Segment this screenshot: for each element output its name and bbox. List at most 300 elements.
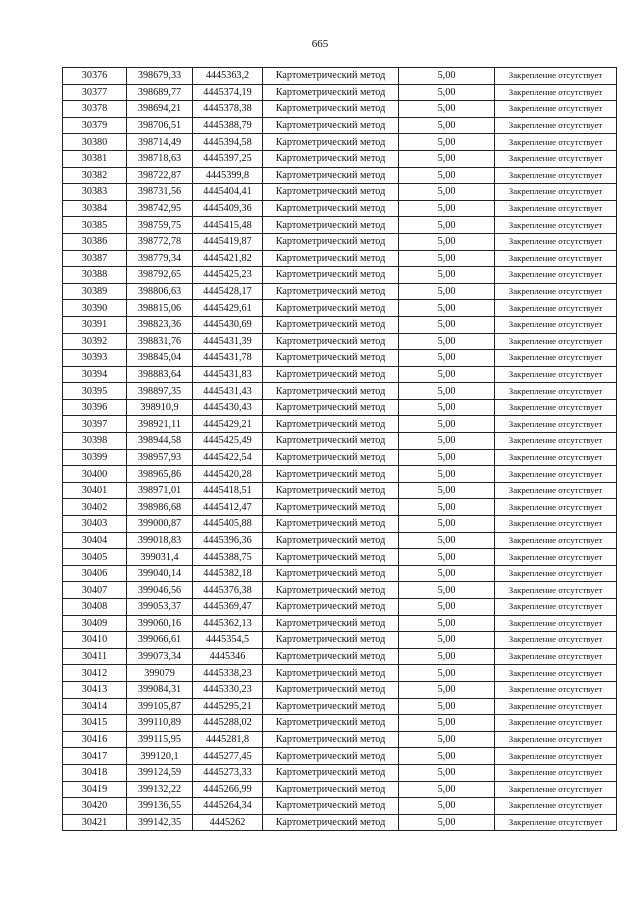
- accuracy-cell: 5,00: [399, 532, 495, 549]
- fixing-note-cell: Закрепление отсутствует: [495, 416, 617, 433]
- method-cell: Картометрический метод: [263, 217, 399, 234]
- y-coordinate-cell: 4445281,8: [193, 731, 263, 748]
- method-cell: Картометрический метод: [263, 366, 399, 383]
- accuracy-cell: 5,00: [399, 101, 495, 118]
- y-coordinate-cell: 4445431,83: [193, 366, 263, 383]
- point-number-cell: 30376: [63, 68, 127, 85]
- x-coordinate-cell: 398921,11: [127, 416, 193, 433]
- x-coordinate-cell: 399060,16: [127, 615, 193, 632]
- point-number-cell: 30387: [63, 250, 127, 267]
- y-coordinate-cell: 4445409,36: [193, 200, 263, 217]
- point-number-cell: 30404: [63, 532, 127, 549]
- fixing-note-cell: Закрепление отсутствует: [495, 333, 617, 350]
- method-cell: Картометрический метод: [263, 764, 399, 781]
- table-row: [63, 499, 617, 516]
- table-row: [63, 399, 617, 416]
- table-row: [63, 283, 617, 300]
- point-number-cell: 30418: [63, 764, 127, 781]
- point-number-cell: 30383: [63, 184, 127, 201]
- fixing-note-cell: Закрепление отсутствует: [495, 283, 617, 300]
- method-cell: Картометрический метод: [263, 549, 399, 566]
- method-cell: Картометрический метод: [263, 632, 399, 649]
- x-coordinate-cell: 399018,83: [127, 532, 193, 549]
- point-number-cell: 30402: [63, 499, 127, 516]
- fixing-note-cell: Закрепление отсутствует: [495, 798, 617, 815]
- point-number-cell: 30393: [63, 350, 127, 367]
- x-coordinate-cell: 399040,14: [127, 565, 193, 582]
- table-row: [63, 648, 617, 665]
- fixing-note-cell: Закрепление отсутствует: [495, 482, 617, 499]
- fixing-note-cell: Закрепление отсутствует: [495, 134, 617, 151]
- method-cell: Картометрический метод: [263, 665, 399, 682]
- fixing-note-cell: Закрепление отсутствует: [495, 781, 617, 798]
- coordinates-table: [62, 67, 617, 831]
- table-row: [63, 134, 617, 151]
- method-cell: Картометрический метод: [263, 781, 399, 798]
- accuracy-cell: 5,00: [399, 698, 495, 715]
- x-coordinate-cell: 398910,9: [127, 399, 193, 416]
- y-coordinate-cell: 4445262: [193, 814, 263, 831]
- y-coordinate-cell: 4445421,82: [193, 250, 263, 267]
- table-row: [63, 316, 617, 333]
- point-number-cell: 30407: [63, 582, 127, 599]
- accuracy-cell: 5,00: [399, 167, 495, 184]
- method-cell: Картометрический метод: [263, 748, 399, 765]
- y-coordinate-cell: 4445428,17: [193, 283, 263, 300]
- table-row: [63, 681, 617, 698]
- table-row: [63, 449, 617, 466]
- point-number-cell: 30385: [63, 217, 127, 234]
- x-coordinate-cell: 399105,87: [127, 698, 193, 715]
- point-number-cell: 30391: [63, 316, 127, 333]
- y-coordinate-cell: 4445338,23: [193, 665, 263, 682]
- point-number-cell: 30392: [63, 333, 127, 350]
- method-cell: Картометрический метод: [263, 648, 399, 665]
- fixing-note-cell: Закрепление отсутствует: [495, 449, 617, 466]
- table-row: [63, 68, 617, 85]
- method-cell: Картометрический метод: [263, 433, 399, 450]
- point-number-cell: 30378: [63, 101, 127, 118]
- point-number-cell: 30380: [63, 134, 127, 151]
- fixing-note-cell: Закрепление отсутствует: [495, 715, 617, 732]
- point-number-cell: 30390: [63, 300, 127, 317]
- x-coordinate-cell: 399084,31: [127, 681, 193, 698]
- y-coordinate-cell: 4445431,43: [193, 383, 263, 400]
- x-coordinate-cell: 398759,75: [127, 217, 193, 234]
- point-number-cell: 30403: [63, 516, 127, 533]
- y-coordinate-cell: 4445369,47: [193, 599, 263, 616]
- point-number-cell: 30413: [63, 681, 127, 698]
- table-row: [63, 565, 617, 582]
- method-cell: Картометрический метод: [263, 300, 399, 317]
- accuracy-cell: 5,00: [399, 283, 495, 300]
- x-coordinate-cell: 399124,59: [127, 764, 193, 781]
- y-coordinate-cell: 4445430,69: [193, 316, 263, 333]
- method-cell: Картометрический метод: [263, 698, 399, 715]
- x-coordinate-cell: 398883,64: [127, 366, 193, 383]
- method-cell: Картометрический метод: [263, 516, 399, 533]
- method-cell: Картометрический метод: [263, 117, 399, 134]
- table-row: [63, 416, 617, 433]
- y-coordinate-cell: 4445394,58: [193, 134, 263, 151]
- method-cell: Картометрический метод: [263, 565, 399, 582]
- accuracy-cell: 5,00: [399, 648, 495, 665]
- accuracy-cell: 5,00: [399, 665, 495, 682]
- y-coordinate-cell: 4445354,5: [193, 632, 263, 649]
- x-coordinate-cell: 398815,06: [127, 300, 193, 317]
- table-row: [63, 84, 617, 101]
- point-number-cell: 30386: [63, 233, 127, 250]
- point-number-cell: 30421: [63, 814, 127, 831]
- x-coordinate-cell: 398806,63: [127, 283, 193, 300]
- fixing-note-cell: Закрепление отсутствует: [495, 615, 617, 632]
- method-cell: Картометрический метод: [263, 416, 399, 433]
- point-number-cell: 30388: [63, 267, 127, 284]
- method-cell: Картометрический метод: [263, 184, 399, 201]
- table-row: [63, 632, 617, 649]
- fixing-note-cell: Закрепление отсутствует: [495, 366, 617, 383]
- y-coordinate-cell: 4445388,79: [193, 117, 263, 134]
- accuracy-cell: 5,00: [399, 333, 495, 350]
- point-number-cell: 30412: [63, 665, 127, 682]
- fixing-note-cell: Закрепление отсутствует: [495, 217, 617, 234]
- fixing-note-cell: Закрепление отсутствует: [495, 167, 617, 184]
- fixing-note-cell: Закрепление отсутствует: [495, 466, 617, 483]
- accuracy-cell: 5,00: [399, 466, 495, 483]
- point-number-cell: 30396: [63, 399, 127, 416]
- fixing-note-cell: Закрепление отсутствует: [495, 300, 617, 317]
- table-row: [63, 814, 617, 831]
- y-coordinate-cell: 4445430,43: [193, 399, 263, 416]
- accuracy-cell: 5,00: [399, 781, 495, 798]
- fixing-note-cell: Закрепление отсутствует: [495, 764, 617, 781]
- table-row: [63, 433, 617, 450]
- table-row: [63, 267, 617, 284]
- table-row: [63, 532, 617, 549]
- method-cell: Картометрический метод: [263, 731, 399, 748]
- method-cell: Картометрический метод: [263, 333, 399, 350]
- method-cell: Картометрический метод: [263, 532, 399, 549]
- fixing-note-cell: Закрепление отсутствует: [495, 433, 617, 450]
- y-coordinate-cell: 4445418,51: [193, 482, 263, 499]
- table-row: [63, 466, 617, 483]
- accuracy-cell: 5,00: [399, 250, 495, 267]
- method-cell: Картометрический метод: [263, 233, 399, 250]
- x-coordinate-cell: 398965,86: [127, 466, 193, 483]
- fixing-note-cell: Закрепление отсутствует: [495, 632, 617, 649]
- x-coordinate-cell: 399115,95: [127, 731, 193, 748]
- fixing-note-cell: Закрепление отсутствует: [495, 648, 617, 665]
- accuracy-cell: 5,00: [399, 615, 495, 632]
- table-row: [63, 250, 617, 267]
- accuracy-cell: 5,00: [399, 383, 495, 400]
- method-cell: Картометрический метод: [263, 399, 399, 416]
- accuracy-cell: 5,00: [399, 366, 495, 383]
- point-number-cell: 30384: [63, 200, 127, 217]
- x-coordinate-cell: 398718,63: [127, 150, 193, 167]
- y-coordinate-cell: 4445420,28: [193, 466, 263, 483]
- y-coordinate-cell: 4445374,19: [193, 84, 263, 101]
- fixing-note-cell: Закрепление отсутствует: [495, 267, 617, 284]
- table-row: [63, 383, 617, 400]
- y-coordinate-cell: 4445288,02: [193, 715, 263, 732]
- x-coordinate-cell: 399142,35: [127, 814, 193, 831]
- y-coordinate-cell: 4445330,23: [193, 681, 263, 698]
- accuracy-cell: 5,00: [399, 300, 495, 317]
- x-coordinate-cell: 398722,87: [127, 167, 193, 184]
- point-number-cell: 30411: [63, 648, 127, 665]
- table-row: [63, 549, 617, 566]
- y-coordinate-cell: 4445277,45: [193, 748, 263, 765]
- table-row: [63, 300, 617, 317]
- y-coordinate-cell: 4445388,75: [193, 549, 263, 566]
- x-coordinate-cell: 398845,04: [127, 350, 193, 367]
- point-number-cell: 30408: [63, 599, 127, 616]
- accuracy-cell: 5,00: [399, 217, 495, 234]
- method-cell: Картометрический метод: [263, 267, 399, 284]
- x-coordinate-cell: 398779,34: [127, 250, 193, 267]
- y-coordinate-cell: 4445404,41: [193, 184, 263, 201]
- method-cell: Картометрический метод: [263, 599, 399, 616]
- point-number-cell: 30399: [63, 449, 127, 466]
- fixing-note-cell: Закрепление отсутствует: [495, 399, 617, 416]
- accuracy-cell: 5,00: [399, 582, 495, 599]
- accuracy-cell: 5,00: [399, 200, 495, 217]
- table-row: [63, 599, 617, 616]
- x-coordinate-cell: 398714,49: [127, 134, 193, 151]
- fixing-note-cell: Закрепление отсутствует: [495, 582, 617, 599]
- table-row: [63, 615, 617, 632]
- x-coordinate-cell: 398831,76: [127, 333, 193, 350]
- fixing-note-cell: Закрепление отсутствует: [495, 184, 617, 201]
- point-number-cell: 30389: [63, 283, 127, 300]
- method-cell: Картометрический метод: [263, 681, 399, 698]
- method-cell: Картометрический метод: [263, 582, 399, 599]
- accuracy-cell: 5,00: [399, 798, 495, 815]
- fixing-note-cell: Закрепление отсутствует: [495, 383, 617, 400]
- y-coordinate-cell: 4445266,99: [193, 781, 263, 798]
- table-row: [63, 798, 617, 815]
- table-row: [63, 350, 617, 367]
- fixing-note-cell: Закрепление отсутствует: [495, 549, 617, 566]
- method-cell: Картометрический метод: [263, 84, 399, 101]
- table-row: [63, 366, 617, 383]
- accuracy-cell: 5,00: [399, 516, 495, 533]
- y-coordinate-cell: 4445425,49: [193, 433, 263, 450]
- method-cell: Картометрический метод: [263, 383, 399, 400]
- y-coordinate-cell: 4445378,38: [193, 101, 263, 118]
- y-coordinate-cell: 4445397,25: [193, 150, 263, 167]
- fixing-note-cell: Закрепление отсутствует: [495, 117, 617, 134]
- x-coordinate-cell: 398792,65: [127, 267, 193, 284]
- y-coordinate-cell: 4445415,48: [193, 217, 263, 234]
- y-coordinate-cell: 4445399,8: [193, 167, 263, 184]
- y-coordinate-cell: 4445376,38: [193, 582, 263, 599]
- table-row: [63, 715, 617, 732]
- fixing-note-cell: Закрепление отсутствует: [495, 84, 617, 101]
- table-row: [63, 117, 617, 134]
- point-number-cell: 30415: [63, 715, 127, 732]
- x-coordinate-cell: 399136,55: [127, 798, 193, 815]
- fixing-note-cell: Закрепление отсутствует: [495, 599, 617, 616]
- fixing-note-cell: Закрепление отсутствует: [495, 200, 617, 217]
- x-coordinate-cell: 398679,33: [127, 68, 193, 85]
- accuracy-cell: 5,00: [399, 565, 495, 582]
- fixing-note-cell: Закрепление отсутствует: [495, 665, 617, 682]
- table-row: [63, 233, 617, 250]
- x-coordinate-cell: 398957,93: [127, 449, 193, 466]
- method-cell: Картометрический метод: [263, 283, 399, 300]
- table-row: [63, 101, 617, 118]
- x-coordinate-cell: 398772,78: [127, 233, 193, 250]
- point-number-cell: 30406: [63, 565, 127, 582]
- table-row: [63, 150, 617, 167]
- y-coordinate-cell: 4445362,13: [193, 615, 263, 632]
- table-row: [63, 200, 617, 217]
- y-coordinate-cell: 4445429,21: [193, 416, 263, 433]
- accuracy-cell: 5,00: [399, 233, 495, 250]
- accuracy-cell: 5,00: [399, 399, 495, 416]
- method-cell: Картометрический метод: [263, 798, 399, 815]
- method-cell: Картометрический метод: [263, 250, 399, 267]
- point-number-cell: 30377: [63, 84, 127, 101]
- table-row: [63, 582, 617, 599]
- table-row: [63, 731, 617, 748]
- point-number-cell: 30381: [63, 150, 127, 167]
- x-coordinate-cell: 399073,34: [127, 648, 193, 665]
- table-row: [63, 665, 617, 682]
- method-cell: Картометрический метод: [263, 350, 399, 367]
- point-number-cell: 30395: [63, 383, 127, 400]
- fixing-note-cell: Закрепление отсутствует: [495, 68, 617, 85]
- accuracy-cell: 5,00: [399, 433, 495, 450]
- fixing-note-cell: Закрепление отсутствует: [495, 316, 617, 333]
- point-number-cell: 30420: [63, 798, 127, 815]
- point-number-cell: 30401: [63, 482, 127, 499]
- fixing-note-cell: Закрепление отсутствует: [495, 499, 617, 516]
- x-coordinate-cell: 398689,77: [127, 84, 193, 101]
- x-coordinate-cell: 399000,87: [127, 516, 193, 533]
- point-number-cell: 30379: [63, 117, 127, 134]
- method-cell: Картометрический метод: [263, 466, 399, 483]
- table-row: [63, 764, 617, 781]
- table-row: [63, 698, 617, 715]
- method-cell: Картометрический метод: [263, 167, 399, 184]
- fixing-note-cell: Закрепление отсутствует: [495, 150, 617, 167]
- accuracy-cell: 5,00: [399, 482, 495, 499]
- fixing-note-cell: Закрепление отсутствует: [495, 350, 617, 367]
- accuracy-cell: 5,00: [399, 68, 495, 85]
- fixing-note-cell: Закрепление отсутствует: [495, 233, 617, 250]
- x-coordinate-cell: 398944,58: [127, 433, 193, 450]
- point-number-cell: 30400: [63, 466, 127, 483]
- method-cell: Картометрический метод: [263, 715, 399, 732]
- fixing-note-cell: Закрепление отсутствует: [495, 250, 617, 267]
- table-row: [63, 482, 617, 499]
- accuracy-cell: 5,00: [399, 350, 495, 367]
- method-cell: Картометрический метод: [263, 449, 399, 466]
- x-coordinate-cell: 398694,21: [127, 101, 193, 118]
- y-coordinate-cell: 4445431,78: [193, 350, 263, 367]
- y-coordinate-cell: 4445431,39: [193, 333, 263, 350]
- point-number-cell: 30382: [63, 167, 127, 184]
- x-coordinate-cell: 398971,01: [127, 482, 193, 499]
- y-coordinate-cell: 4445429,61: [193, 300, 263, 317]
- y-coordinate-cell: 4445273,33: [193, 764, 263, 781]
- y-coordinate-cell: 4445412,47: [193, 499, 263, 516]
- point-number-cell: 30414: [63, 698, 127, 715]
- x-coordinate-cell: 398823,36: [127, 316, 193, 333]
- accuracy-cell: 5,00: [399, 117, 495, 134]
- y-coordinate-cell: 4445295,21: [193, 698, 263, 715]
- table-row: [63, 748, 617, 765]
- table-row: [63, 184, 617, 201]
- table-row: [63, 333, 617, 350]
- point-number-cell: 30417: [63, 748, 127, 765]
- method-cell: Картометрический метод: [263, 814, 399, 831]
- method-cell: Картометрический метод: [263, 482, 399, 499]
- page-number: 665: [311, 38, 329, 50]
- fixing-note-cell: Закрепление отсутствует: [495, 101, 617, 118]
- x-coordinate-cell: 398742,95: [127, 200, 193, 217]
- fixing-note-cell: Закрепление отсутствует: [495, 565, 617, 582]
- accuracy-cell: 5,00: [399, 184, 495, 201]
- accuracy-cell: 5,00: [399, 715, 495, 732]
- table-row: [63, 781, 617, 798]
- method-cell: Картометрический метод: [263, 68, 399, 85]
- x-coordinate-cell: 398706,51: [127, 117, 193, 134]
- method-cell: Картометрический метод: [263, 615, 399, 632]
- y-coordinate-cell: 4445425,23: [193, 267, 263, 284]
- fixing-note-cell: Закрепление отсутствует: [495, 748, 617, 765]
- method-cell: Картометрический метод: [263, 499, 399, 516]
- fixing-note-cell: Закрепление отсутствует: [495, 681, 617, 698]
- fixing-note-cell: Закрепление отсутствует: [495, 516, 617, 533]
- accuracy-cell: 5,00: [399, 134, 495, 151]
- accuracy-cell: 5,00: [399, 499, 495, 516]
- accuracy-cell: 5,00: [399, 681, 495, 698]
- fixing-note-cell: Закрепление отсутствует: [495, 814, 617, 831]
- accuracy-cell: 5,00: [399, 599, 495, 616]
- y-coordinate-cell: 4445264,34: [193, 798, 263, 815]
- x-coordinate-cell: 399066,61: [127, 632, 193, 649]
- point-number-cell: 30398: [63, 433, 127, 450]
- accuracy-cell: 5,00: [399, 731, 495, 748]
- table-row: [63, 167, 617, 184]
- accuracy-cell: 5,00: [399, 549, 495, 566]
- point-number-cell: 30397: [63, 416, 127, 433]
- accuracy-cell: 5,00: [399, 150, 495, 167]
- x-coordinate-cell: 399053,37: [127, 599, 193, 616]
- y-coordinate-cell: 4445405,88: [193, 516, 263, 533]
- y-coordinate-cell: 4445346: [193, 648, 263, 665]
- accuracy-cell: 5,00: [399, 748, 495, 765]
- x-coordinate-cell: 398897,35: [127, 383, 193, 400]
- y-coordinate-cell: 4445363,2: [193, 68, 263, 85]
- y-coordinate-cell: 4445419,87: [193, 233, 263, 250]
- accuracy-cell: 5,00: [399, 449, 495, 466]
- x-coordinate-cell: 399046,56: [127, 582, 193, 599]
- point-number-cell: 30409: [63, 615, 127, 632]
- y-coordinate-cell: 4445396,36: [193, 532, 263, 549]
- y-coordinate-cell: 4445422,54: [193, 449, 263, 466]
- method-cell: Картометрический метод: [263, 200, 399, 217]
- accuracy-cell: 5,00: [399, 632, 495, 649]
- table-row: [63, 217, 617, 234]
- point-number-cell: 30394: [63, 366, 127, 383]
- accuracy-cell: 5,00: [399, 84, 495, 101]
- x-coordinate-cell: 399120,1: [127, 748, 193, 765]
